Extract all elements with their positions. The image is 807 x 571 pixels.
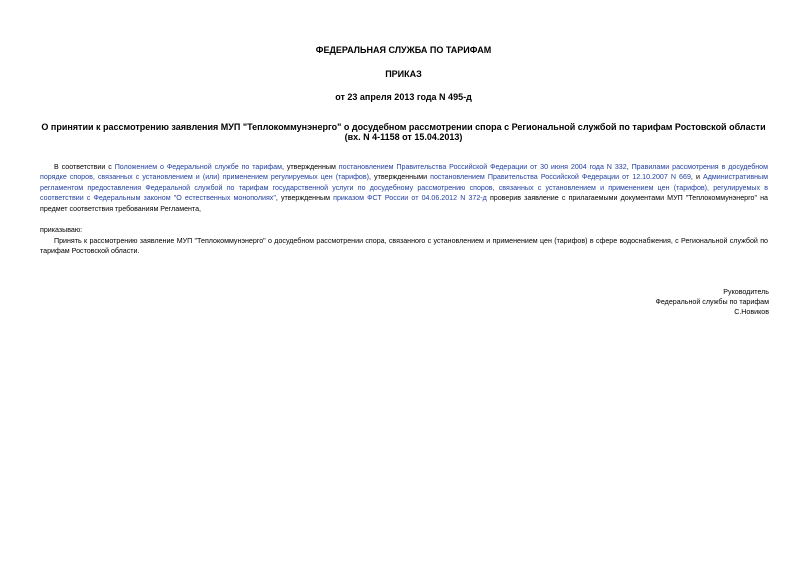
signature-role: Руководитель [723, 288, 769, 296]
link-administrative-regulation[interactable]: Административным регламентом предоставления Федеральной службой по тарифам государственной услуги по досудебному рассмотрению споров, связанных с установлением и применением цен (тарифов), регулируемых в соответствии с Федеральным законом "О естественных монополиях" [40, 173, 768, 203]
date-number: от 23 апреля 2013 года N 495-д [335, 92, 472, 102]
link-fts-regulation[interactable]: Положением о Федеральной службе по тарифам [114, 163, 282, 171]
agency-title: ФЕДЕРАЛЬНАЯ СЛУЖБА ПО ТАРИФАМ [315, 45, 492, 55]
link-dispute-rules[interactable]: Правилами рассмотрения в досудебном порядке споров, связанных с установлением и (или) применением регулируемых цен (тарифов) [40, 163, 768, 182]
preamble-text: , утвержденным [281, 163, 339, 171]
link-government-decree-332[interactable]: постановлением Правительства Российской Федерации от 30 июня 2004 года N 332 [338, 163, 627, 171]
preamble-text: , [626, 163, 632, 171]
preamble-text: В соответствии с [54, 163, 115, 171]
order-paragraph: Принять к рассмотрению заявление МУП "Теплокоммунэнерго" о досудебном рассмотрении спора, связанного с установлением и применением цен (тарифов) в сфере водоснабжения, с Региональной службой по тарифам Ростовской области. [40, 237, 768, 256]
link-fts-order-372[interactable]: приказом ФСТ России от 04.06.2012 N 372-д [333, 194, 487, 203]
preamble-text: проверив заявление с прилагаемыми документами МУП "Теплокоммунэнерго" на предмет соответствия требованиям Регламента, [40, 194, 768, 213]
subject-line-1: О принятии к рассмотрению заявления МУП "Теплокоммунэнерго" о досудебном рассмотрении спора с Региональной службой по тарифам Ростовской области [41, 122, 766, 132]
preamble-text: , утвержденными [369, 173, 431, 182]
signature-org: Федеральной службы по тарифам [655, 298, 769, 306]
doc-type-title: ПРИКАЗ [385, 69, 422, 79]
subject-line-2: (вх. N 4-1158 от 15.04.2013) [344, 132, 463, 142]
signature-name: С.Новиков [734, 308, 769, 316]
preamble-text: , и [690, 173, 703, 182]
ordered-label: приказываю: [40, 226, 83, 234]
link-government-decree-669[interactable]: постановлением Правительства Российской Федерации от 12.10.2007 N 669 [430, 173, 691, 182]
preamble-text: , утвержденным [275, 194, 334, 203]
preamble-paragraph [40, 162, 768, 214]
